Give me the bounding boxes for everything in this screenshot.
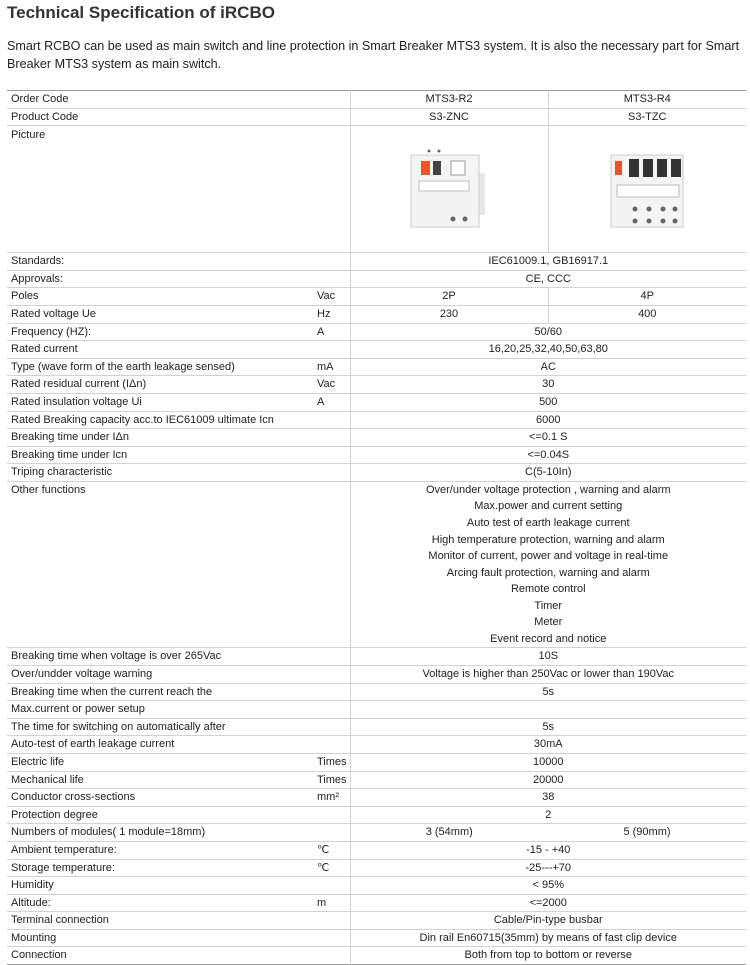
table-row — [7, 753, 746, 771]
row-value: IEC61009.1, GB16917.1 — [488, 255, 609, 268]
row-label: Other functions — [11, 483, 86, 496]
row-value — [350, 701, 746, 719]
row-value: AC — [540, 360, 556, 373]
row-value-b: 5 (90mm) — [623, 826, 671, 839]
table-row — [7, 323, 746, 341]
row-label: Humidity — [11, 879, 54, 892]
picture-cell-b — [548, 126, 746, 253]
table-row — [7, 358, 746, 376]
table-row — [7, 341, 746, 359]
row-unit — [313, 912, 350, 930]
list-item: Over/under voltage protection , warning and alarm — [425, 483, 671, 496]
table-row — [7, 806, 746, 824]
row-value: C(5-10In) — [525, 466, 572, 479]
row-unit: ℃ — [313, 859, 350, 877]
row-label: Storage temperature: — [11, 861, 115, 874]
table-row — [7, 841, 746, 859]
row-unit: A — [313, 323, 350, 341]
table-row — [7, 91, 746, 109]
row-unit — [313, 270, 350, 288]
row-unit: ℃ — [313, 841, 350, 859]
row-unit: Times — [313, 771, 350, 789]
row-value: 30mA — [533, 738, 563, 751]
row-unit: mm² — [313, 789, 350, 807]
row-value: -15 - +40 — [526, 843, 571, 856]
row-value: 20000 — [532, 773, 564, 786]
product-code-a: S3-ZNC — [350, 108, 548, 126]
row-value: <=0.04S — [527, 448, 570, 461]
row-label: Altitude: — [11, 896, 51, 909]
row-value: <=0.1 S — [528, 431, 568, 444]
row-unit: m — [313, 894, 350, 912]
row-unit — [313, 824, 350, 842]
row-unit: Hz — [313, 305, 350, 323]
row-unit — [313, 446, 350, 464]
table-row — [7, 824, 746, 842]
row-unit — [313, 429, 350, 447]
row-label: Rated insulation voltage Ui — [11, 395, 142, 408]
row-value: 16,20,25,32,40,50,63,80 — [488, 343, 608, 356]
row-label: Breaking time when voltage is over 265Vac — [11, 650, 222, 663]
picture-cell-a — [350, 126, 548, 253]
row-value: <=2000 — [529, 896, 567, 909]
table-row — [7, 894, 746, 912]
table-row — [7, 464, 746, 482]
row-unit — [313, 929, 350, 947]
row-label: Frequency (HZ): — [11, 325, 92, 338]
table-row — [7, 108, 746, 126]
rcbo-4p-picture-icon — [607, 147, 687, 231]
row-value: 50/60 — [534, 325, 563, 338]
other-functions-list — [350, 481, 746, 647]
row-value: 5s — [542, 685, 555, 698]
list-item: Auto test of earth leakage current — [466, 517, 630, 529]
row-label: Electric life — [11, 755, 65, 768]
table-row — [7, 411, 746, 429]
table-row — [7, 789, 746, 807]
row-value-a: 3 (54mm) — [425, 826, 473, 839]
row-unit — [313, 947, 350, 965]
row-label: Ambient temperature: — [11, 843, 117, 856]
table-row — [7, 859, 746, 877]
row-value: 6000 — [536, 413, 561, 426]
row-value: Voltage is higher than 250Vac or lower than 190Vac — [422, 667, 675, 680]
list-item: Event record and notice — [490, 632, 607, 645]
row-unit — [313, 683, 350, 701]
table-row — [7, 253, 746, 271]
row-label: Connection — [11, 949, 67, 962]
row-label: Terminal connection — [11, 914, 109, 927]
row-value-b: 400 — [638, 307, 657, 320]
page-title: Technical Specification of iRCBO — [7, 3, 275, 22]
table-row — [7, 648, 746, 666]
list-item: Remote control — [510, 583, 586, 596]
row-value: 30 — [542, 378, 555, 391]
row-value-a: 2P — [350, 288, 548, 306]
product-code-b: S3-TZC — [628, 110, 667, 123]
table-row — [7, 429, 746, 447]
order-code-a: MTS3-R2 — [350, 91, 548, 109]
row-value: Din rail En60715(35mm) by means of fast clip device — [419, 931, 677, 944]
table-row — [7, 912, 746, 930]
row-unit: mA — [313, 358, 350, 376]
row-label: Type (wave form of the earth leakage sensed) — [11, 360, 235, 373]
row-unit — [313, 411, 350, 429]
row-value: 10S — [538, 650, 559, 663]
table-row — [7, 665, 746, 683]
row-value-b: 4P — [640, 290, 654, 303]
row-value: Both from top to bottom or reverse — [464, 949, 633, 962]
row-label: Max.current or power setup — [11, 703, 145, 716]
row-label: Approvals: — [11, 272, 63, 285]
row-value: 38 — [542, 791, 555, 804]
row-unit — [313, 736, 350, 754]
row-unit — [313, 253, 350, 271]
row-label: Order Code — [11, 93, 69, 105]
row-unit — [313, 806, 350, 824]
row-unit — [313, 665, 350, 683]
table-row — [7, 683, 746, 701]
row-label: Poles — [11, 290, 39, 303]
row-unit: A — [313, 393, 350, 411]
row-label: Breaking time when the current reach the — [11, 685, 213, 698]
table-row — [7, 376, 746, 394]
table-row — [7, 947, 746, 965]
row-label: Rated current — [11, 343, 78, 356]
row-label: Auto-test of earth leakage current — [11, 738, 175, 751]
row-unit — [313, 341, 350, 359]
table-row — [7, 126, 746, 253]
intro-paragraph: Smart RCBO can be used as main switch and line protection in Smart Breaker MTS3 system. It is also the necessary part for Smart Breaker MTS3 system as main switch. — [7, 39, 740, 71]
row-value: -25---+70 — [525, 861, 572, 874]
row-value: 2 — [545, 808, 552, 821]
row-unit: Vac — [313, 288, 350, 306]
table-row — [7, 270, 746, 288]
list-item: Max.power and current setting — [474, 500, 623, 513]
row-unit — [313, 701, 350, 719]
list-item: Arcing fault protection, warning and alarm — [446, 566, 650, 579]
row-label: Protection degree — [11, 808, 98, 821]
row-unit — [313, 648, 350, 666]
table-row — [7, 771, 746, 789]
row-label: Mounting — [11, 931, 57, 944]
table-row — [7, 288, 746, 306]
row-label: Numbers of modules( 1 module=18mm) — [11, 826, 206, 839]
row-label: Breaking time under Icn — [11, 448, 128, 461]
row-label: Breaking time under IΔn — [11, 431, 130, 444]
row-label: Picture — [11, 129, 46, 142]
row-unit: Vac — [313, 376, 350, 394]
row-unit — [313, 877, 350, 895]
table-row — [7, 393, 746, 411]
row-value: 500 — [539, 395, 558, 408]
table-row — [7, 446, 746, 464]
order-code-b: MTS3-R4 — [623, 93, 671, 105]
row-value: Cable/Pin-type busbar — [493, 914, 603, 927]
table-row — [7, 736, 746, 754]
row-unit — [313, 718, 350, 736]
row-label: Conductor cross-sections — [11, 791, 136, 804]
spec-table — [7, 90, 746, 965]
row-value: CE, CCC — [525, 272, 571, 285]
table-row — [7, 929, 746, 947]
row-label: Rated voltage Ue — [11, 307, 96, 320]
row-value-a: 230 — [350, 305, 548, 323]
row-value: < 95% — [532, 879, 564, 892]
row-unit — [313, 464, 350, 482]
list-item: High temperature protection, warning and alarm — [431, 533, 665, 546]
row-value: 5s — [542, 720, 555, 733]
row-label: Triping characteristic — [11, 466, 113, 479]
row-label: Over/undder voltage warning — [11, 667, 153, 680]
rcbo-2p-picture-icon — [409, 147, 489, 231]
list-item: Monitor of current, power and voltage in real-time — [428, 550, 669, 563]
table-row — [7, 877, 746, 895]
table-row — [7, 305, 746, 323]
row-value: 10000 — [532, 755, 564, 768]
row-label: Rated residual current (IΔn) — [11, 378, 147, 391]
row-unit: Times — [313, 753, 350, 771]
row-label: Mechanical life — [11, 773, 84, 786]
table-row — [7, 481, 746, 647]
list-item: Meter — [534, 616, 563, 629]
list-item: Timer — [534, 599, 563, 612]
row-label: Product Code — [11, 110, 79, 123]
row-label: Standards: — [11, 255, 65, 268]
row-label: Rated Breaking capacity acc.to IEC61009 ultimate Icn — [11, 413, 274, 426]
row-label: The time for switching on automatically after — [11, 720, 226, 733]
table-row — [7, 718, 746, 736]
table-row — [7, 701, 746, 719]
